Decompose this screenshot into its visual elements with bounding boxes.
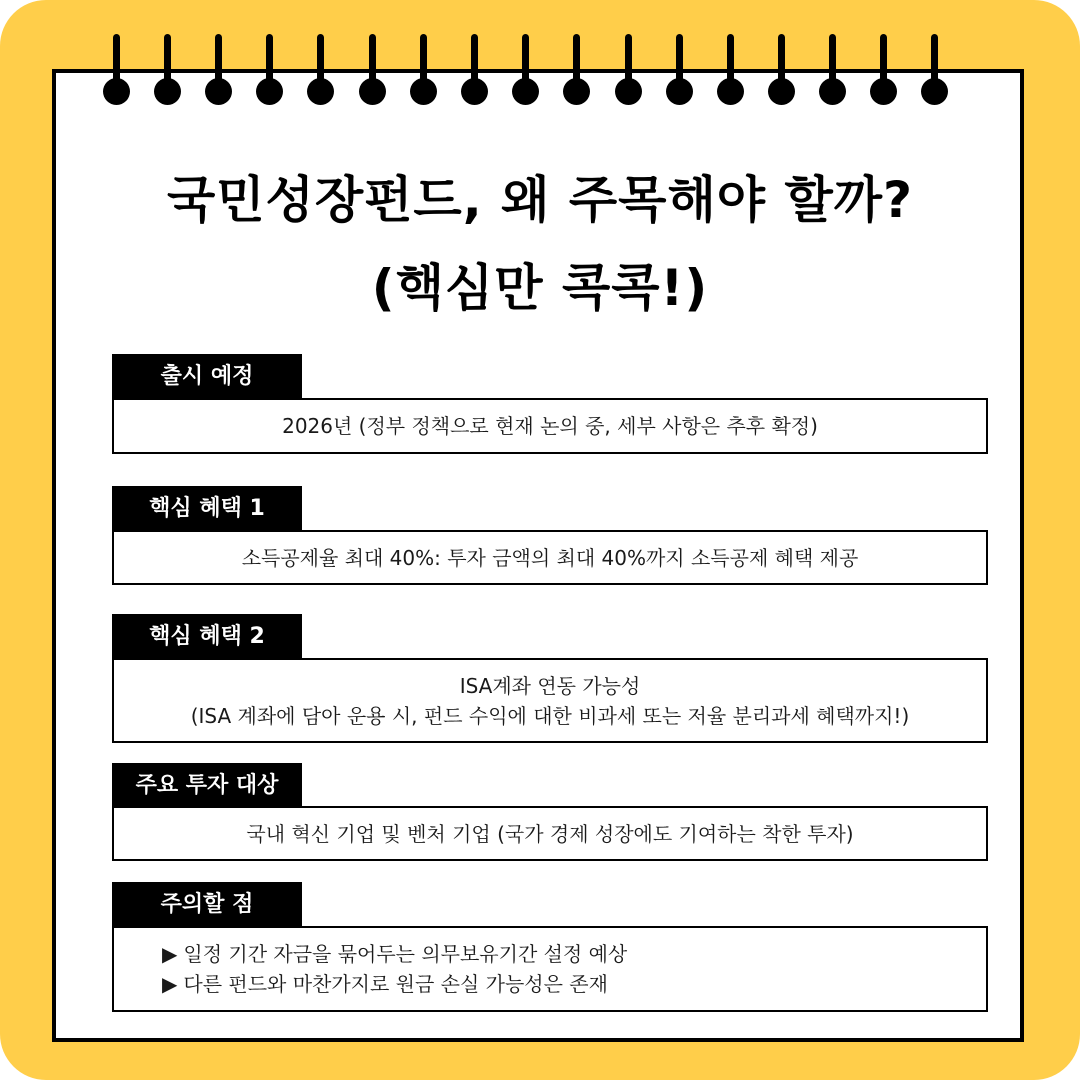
list-item: [162, 969, 608, 999]
section-text: 소득공제율 최대 40%: 투자 금액의 최대 40%까지 소득공제 혜택 제공: [241, 545, 859, 570]
section-tag-release: 출시 예정: [112, 354, 302, 400]
spiral-ring-icon: [459, 34, 489, 106]
section-text: (ISA 계좌에 담아 운용 시, 펀드 수익에 대한 비과세 또는 저율 분리과세 혜택까지!): [190, 703, 910, 728]
spiral-ring-icon: [817, 34, 847, 106]
spiral-ring-icon: [305, 34, 335, 106]
spiral-ring-icon: [408, 34, 438, 106]
page-subtitle: (핵심만 콕콕!): [371, 259, 709, 317]
spiral-ring-icon: [203, 34, 233, 106]
section-text: ISA계좌 연동 가능성: [459, 673, 641, 698]
section-text: 2026년 (정부 정책으로 현재 논의 중, 세부 사항은 추후 확정): [282, 414, 818, 438]
page-title: 국민성장펀드, 왜 주목해야 할까?: [166, 171, 914, 229]
section-tag-caution: 주의할 점: [112, 882, 302, 928]
triangle-bullet-icon: ▶: [162, 942, 178, 966]
list-item: [162, 939, 627, 969]
section-tag-benefit-1: 핵심 혜택 1: [112, 486, 302, 532]
spiral-ring-icon: [254, 34, 284, 106]
spiral-ring-icon: [664, 34, 694, 106]
spiral-ring-icon: [357, 34, 387, 106]
spiral-ring-icon: [868, 34, 898, 106]
spiral-ring-icon: [919, 34, 949, 106]
spiral-ring-icon: [101, 34, 131, 106]
section-box-benefit-2: [112, 658, 988, 743]
list-item-text: 일정 기간 자금을 묶어두는 의무보유기간 설정 예상: [183, 942, 628, 966]
spiral-ring-icon: [766, 34, 796, 106]
section-box-benefit-1: [112, 530, 988, 585]
section-tag-investment-target: 주요 투자 대상: [112, 763, 302, 809]
list-item-text: 다른 펀드와 마찬가지로 원금 손실 가능성은 존재: [183, 972, 608, 996]
spiral-ring-icon: [510, 34, 540, 106]
spiral-ring-icon: [715, 34, 745, 106]
section-box-investment-target: [112, 806, 988, 861]
section-box-release: [112, 398, 988, 454]
spiral-ring-icon: [152, 34, 182, 106]
section-box-caution: [112, 926, 988, 1012]
triangle-bullet-icon: ▶: [162, 972, 178, 996]
section-text: 국내 혁신 기업 및 벤처 기업 (국가 경제 성장에도 기여하는 착한 투자): [246, 821, 854, 846]
spiral-ring-icon: [613, 34, 643, 106]
spiral-ring-icon: [561, 34, 591, 106]
section-tag-benefit-2: 핵심 혜택 2: [112, 614, 302, 660]
